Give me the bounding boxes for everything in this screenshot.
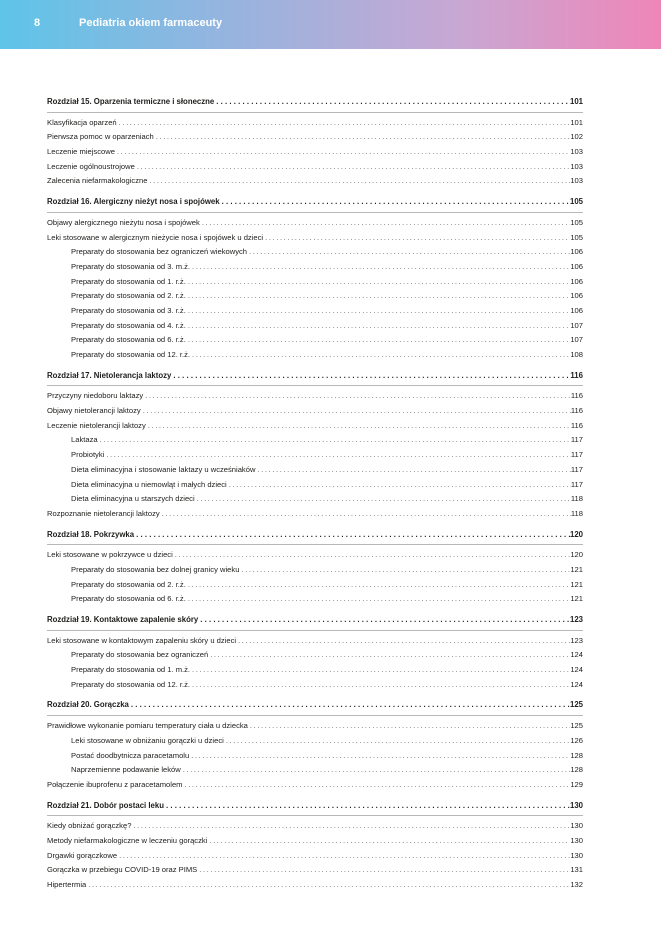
toc-entry-title: Preparaty do stosowania od 3. m.ż.	[71, 261, 191, 271]
toc-chapter-row[interactable]	[47, 528, 583, 543]
dot-leader	[147, 174, 570, 189]
toc-page-number: 117	[570, 450, 583, 460]
toc-subentry-row[interactable]	[47, 648, 583, 663]
toc-entry-title: Rozdział 21. Dobór postaci leku	[47, 800, 164, 810]
dot-leader	[141, 404, 571, 419]
toc-chapter-row[interactable]	[47, 95, 583, 110]
toc-subentry-row[interactable]	[47, 592, 583, 607]
toc-entry-row[interactable]	[47, 130, 583, 145]
toc-subentry-row[interactable]	[47, 304, 583, 319]
dot-leader	[115, 145, 570, 160]
toc-chapter-row[interactable]	[47, 613, 583, 628]
toc-page-number: 125	[570, 721, 583, 731]
toc-subentry-row[interactable]	[47, 463, 583, 478]
toc-entry-title: Pierwsza pomoc w oparzeniach	[47, 132, 154, 142]
toc-page-number: 129	[570, 779, 583, 789]
dot-leader	[224, 734, 571, 749]
chapter-divider	[47, 112, 583, 113]
chapter-divider	[47, 544, 583, 545]
toc-entry-title: Metody niefarmakologiczne w leczeniu gorączki	[47, 835, 208, 845]
toc-chapter-row[interactable]	[47, 369, 583, 384]
dot-leader	[189, 749, 570, 764]
toc-page-number: 106	[570, 305, 583, 315]
toc-chapter-row[interactable]	[47, 195, 583, 210]
dot-leader	[190, 678, 570, 693]
toc-page-number: 130	[570, 821, 583, 831]
toc-page-number: 126	[570, 735, 583, 745]
toc-page-number: 124	[570, 665, 583, 675]
dot-leader	[195, 492, 571, 507]
toc-page-number: 108	[570, 350, 583, 359]
dot-leader	[146, 419, 571, 434]
toc-page-number: 103	[570, 147, 583, 157]
toc-entry-title: Leczenie ogólnoustrojowe	[47, 161, 135, 171]
toc-page-number: 116	[570, 406, 583, 416]
toc-page-number: 106	[570, 276, 583, 286]
toc-entry-title: Rozdział 15. Oparzenia termiczne i słoneczne	[47, 97, 215, 106]
toc-entry-title: Preparaty do stosowania od 3. r.ż.	[71, 305, 186, 315]
toc-entry-title: Rozdział 16. Alergiczny nieżyt nosa i spojówek	[47, 197, 220, 207]
toc-page-number: 123	[570, 635, 583, 645]
toc-entry-row[interactable]	[47, 160, 583, 175]
toc-entry-title: Preparaty do stosowania od 2. r.ż.	[71, 579, 186, 589]
toc-entry-title: Leki stosowane w pokrzywce u dzieci	[47, 550, 173, 560]
toc-entry-title: Prawidłowe wykonanie pomiaru temperatury ciała u dziecka	[47, 721, 248, 731]
page-header	[0, 0, 661, 49]
toc-entry-title: Hipertermia	[47, 880, 87, 889]
toc-entry-title: Objawy nietolerancji laktozy	[47, 406, 141, 416]
toc-entry-row[interactable]	[47, 719, 583, 734]
dot-leader	[186, 333, 571, 348]
toc-entry-title: Kiedy obniżać gorączkę?	[47, 821, 132, 831]
toc-page-number: 131	[570, 865, 583, 875]
dot-leader	[186, 289, 571, 304]
dot-leader	[171, 369, 570, 384]
dot-leader	[160, 507, 571, 522]
toc-chapter-row[interactable]	[47, 799, 583, 814]
dot-leader	[181, 763, 571, 778]
toc-subentry-row[interactable]	[47, 289, 583, 304]
dot-leader	[143, 389, 571, 404]
dot-leader	[247, 245, 570, 260]
toc-entry-row[interactable]	[47, 216, 583, 231]
toc-entry-title: Rozdział 20. Gorączka	[47, 700, 129, 710]
toc-entry-title: Leczenie nietolerancji laktozy	[47, 420, 146, 430]
dot-leader	[208, 648, 570, 663]
toc-entry-title: Dieta eliminacyjna i stosowanie laktazy u wcześniaków	[71, 464, 256, 474]
toc-page-number: 106	[570, 247, 583, 257]
dot-leader	[104, 448, 571, 463]
toc-chapter-row[interactable]	[47, 698, 583, 713]
toc-entry-row[interactable]	[47, 548, 583, 563]
dot-leader	[239, 563, 570, 578]
dot-leader	[248, 719, 570, 734]
dot-leader	[134, 528, 570, 543]
toc-entry-title: Objawy alergicznego nieżytu nosa i spojówek	[47, 217, 200, 227]
toc-entry-title: Połączenie ibuprofenu z paracetamolem	[47, 779, 183, 789]
dot-leader	[207, 834, 570, 849]
toc-page-number: 117	[570, 464, 583, 474]
toc-page-number: 124	[570, 679, 583, 689]
dot-leader	[255, 463, 570, 478]
toc-entry-row[interactable]	[47, 878, 583, 893]
toc-subentry-row[interactable]	[47, 678, 583, 693]
toc-entry-title: Drgawki gorączkowe	[47, 850, 118, 860]
toc-entry-row[interactable]	[47, 231, 583, 246]
toc-entry-title: Dieta eliminacyjna u niemowląt i małych dzieci	[71, 479, 227, 489]
toc-entry-row[interactable]	[47, 507, 583, 522]
toc-subentry-row[interactable]	[47, 275, 583, 290]
toc-entry-title: Leki stosowane w kontaktowym zapaleniu skóry u dzieci	[47, 635, 237, 645]
toc-entry-row[interactable]	[47, 834, 583, 849]
toc-page-number: 117	[570, 435, 583, 445]
toc-entry-title: Rozdział 17. Nietolerancja laktozy	[47, 370, 172, 380]
table-of-contents	[47, 95, 583, 893]
toc-page-number: 132	[570, 880, 583, 889]
toc-subentry-row[interactable]	[47, 663, 583, 678]
dot-leader	[220, 195, 570, 210]
dot-leader	[135, 160, 571, 175]
toc-page-number: 130	[570, 835, 583, 845]
dot-leader	[186, 304, 571, 319]
toc-subentry-row[interactable]	[47, 448, 583, 463]
toc-entry-title: Probiotyki	[71, 450, 105, 460]
toc-subentry-row[interactable]	[47, 578, 583, 593]
toc-entry-row[interactable]	[47, 634, 583, 649]
toc-entry-title: Dieta eliminacyjna u starszych dzieci	[71, 494, 195, 504]
toc-entry-title: Preparaty do stosowania od 4. r.ż.	[71, 320, 186, 330]
chapter-divider	[47, 385, 583, 386]
toc-entry-title: Preparaty do stosowania bez ograniczeń	[71, 650, 209, 660]
dot-leader	[197, 863, 570, 878]
toc-entry-row[interactable]	[47, 863, 583, 878]
toc-subentry-row[interactable]	[47, 749, 583, 764]
toc-page-number: 121	[570, 579, 583, 589]
toc-page-number: 121	[570, 594, 583, 604]
toc-page-number: 107	[570, 335, 583, 345]
toc-entry-row[interactable]	[47, 116, 583, 131]
toc-subentry-row[interactable]	[47, 763, 583, 778]
toc-entry-title: Preparaty do stosowania od 2. r.ż.	[71, 291, 186, 301]
dot-leader	[186, 592, 571, 607]
dot-leader	[117, 849, 570, 864]
toc-entry-title: Preparaty do stosowania od 1. m.ż.	[71, 665, 191, 675]
dot-leader	[190, 663, 570, 678]
toc-page-number: 128	[570, 750, 583, 760]
toc-page-number: 120	[570, 550, 583, 560]
toc-page-number: 121	[570, 564, 583, 574]
toc-page-number: 128	[570, 765, 583, 775]
toc-subentry-row[interactable]	[47, 433, 583, 448]
toc-subentry-row[interactable]	[47, 734, 583, 749]
toc-entry-title: Preparaty do stosowania od 12. r.ż.	[71, 679, 191, 689]
toc-entry-title: Preparaty do stosowania od 6. r.ż.	[71, 594, 186, 604]
toc-entry-row[interactable]	[47, 174, 583, 189]
toc-page-number: 116	[570, 370, 583, 380]
toc-page-number: 101	[569, 97, 583, 106]
toc-page-number: 130	[570, 850, 583, 860]
dot-leader	[263, 231, 570, 246]
toc-page-number: 120	[569, 529, 583, 539]
toc-page-number: 130	[569, 800, 583, 810]
toc-entry-title: Preparaty do stosowania od 6. r.ż.	[71, 335, 186, 345]
dot-leader	[183, 778, 571, 793]
toc-entry-title: Leki stosowane w obniżaniu gorączki u dzieci	[71, 735, 224, 745]
toc-entry-title: Rozdział 19. Kontaktowe zapalenie skóry	[47, 615, 199, 624]
dot-leader	[117, 116, 571, 131]
toc-entry-title: Preparaty do stosowania od 1. r.ż.	[71, 276, 186, 286]
toc-page-number: 105	[569, 197, 583, 207]
toc-entry-row[interactable]	[47, 419, 583, 434]
toc-page-number: 105	[570, 232, 583, 242]
toc-entry-title: Klasyfikacja oparzeń	[47, 117, 117, 127]
toc-page-number: 107	[570, 320, 583, 330]
toc-page-number: 106	[570, 261, 583, 271]
toc-page-number: 103	[570, 161, 583, 171]
dot-leader	[131, 819, 570, 834]
toc-page-number: 118	[570, 508, 583, 518]
toc-entry-title: Preparaty do stosowania bez ograniczeń wiekowych	[71, 247, 248, 257]
page-number: 8	[34, 17, 41, 29]
chapter-divider	[47, 815, 583, 816]
dot-leader	[227, 478, 571, 493]
running-title: Pediatria okiem farmaceuty	[79, 17, 223, 29]
toc-subentry-row[interactable]	[47, 245, 583, 260]
toc-page-number: 117	[570, 479, 583, 489]
toc-entry-row[interactable]	[47, 389, 583, 404]
toc-page-number: 102	[570, 132, 583, 142]
toc-page-number: 124	[570, 650, 583, 660]
toc-entry-row[interactable]	[47, 778, 583, 793]
dot-leader	[173, 548, 571, 563]
toc-entry-row[interactable]	[47, 849, 583, 864]
toc-entry-title: Leczenie miejscowe	[47, 147, 115, 157]
toc-subentry-row[interactable]	[47, 563, 583, 578]
dot-leader	[186, 275, 571, 290]
toc-entry-title: Gorączka w przebiegu COVID-19 oraz PIMS	[47, 865, 198, 875]
toc-entry-title: Preparaty do stosowania bez dolnej granicy wieku	[71, 564, 240, 574]
toc-page-number: 103	[570, 176, 583, 186]
dot-leader	[186, 578, 571, 593]
toc-page-number: 101	[570, 117, 583, 127]
toc-page-number: 116	[570, 391, 583, 401]
toc-page-number: 123	[569, 615, 583, 624]
dot-leader	[190, 260, 570, 275]
toc-entry-title: Zalecenia niefarmakologiczne	[47, 176, 148, 186]
toc-entry-title: Przyczyny niedoboru laktazy	[47, 391, 144, 401]
toc-entry-row[interactable]	[47, 404, 583, 419]
dot-leader	[98, 433, 571, 448]
toc-page-number: 118	[570, 494, 583, 504]
chapter-divider	[47, 212, 583, 213]
toc-entry-title: Naprzemienne podawanie leków	[71, 765, 181, 775]
dot-leader	[236, 634, 570, 649]
toc-entry-title: Leki stosowane w alergicznym nieżycie nosa i spojówek u dzieci	[47, 232, 264, 242]
toc-subentry-row[interactable]	[47, 478, 583, 493]
toc-subentry-row[interactable]	[47, 260, 583, 275]
toc-page-number: 106	[570, 291, 583, 301]
dot-leader	[190, 348, 570, 363]
toc-subentry-row[interactable]	[47, 333, 583, 348]
toc-entry-title: Rozpoznanie nietolerancji laktozy	[47, 508, 160, 518]
toc-subentry-row[interactable]	[47, 492, 583, 507]
toc-entry-row[interactable]	[47, 819, 583, 834]
toc-page-number: 105	[570, 217, 583, 227]
dot-leader	[214, 95, 570, 110]
toc-subentry-row[interactable]	[47, 319, 583, 334]
dot-leader	[86, 878, 570, 893]
toc-page-number: 116	[570, 420, 583, 430]
toc-entry-row[interactable]	[47, 145, 583, 160]
dot-leader	[154, 130, 571, 145]
dot-leader	[129, 698, 570, 713]
toc-entry-title: Rozdział 18. Pokrzywka	[47, 529, 135, 539]
toc-entry-title: Laktaza	[71, 435, 98, 445]
dot-leader	[164, 799, 570, 814]
dot-leader	[198, 613, 570, 628]
dot-leader	[186, 319, 571, 334]
toc-subentry-row[interactable]	[47, 348, 583, 363]
toc-page-number: 125	[569, 700, 583, 710]
dot-leader	[200, 216, 571, 231]
chapter-divider	[47, 630, 583, 631]
toc-entry-title: Postać doodbytnicza paracetamolu	[71, 750, 190, 760]
chapter-divider	[47, 715, 583, 716]
toc-entry-title: Preparaty do stosowania od 12. r.ż.	[71, 350, 191, 359]
